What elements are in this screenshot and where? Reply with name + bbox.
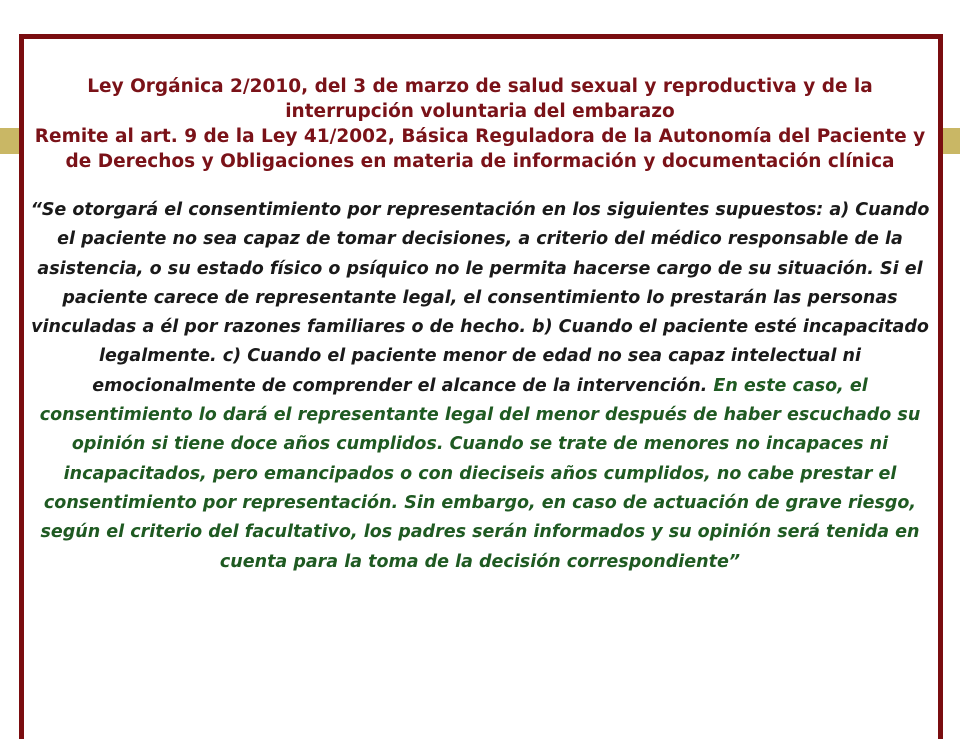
quote-text-highlight: En este caso, el consentimiento lo dará el representante legal del menor después de haber escuchado su opinión si tiene doce años cumplidos. Cuando se trate de menores no incapaces ni incapacitados, pero emancipados o con dieciseis años cumplidos, no cabe prestar el consentimiento por representación. Sin embargo, en caso de actuación de grave riesgo, según el criterio del facultativo, los padres serán informados y su opinión será tenida en cuenta para la toma de la decisión correspondiente” bbox=[39, 375, 921, 572]
law-title: Ley Orgánica 2/2010, del 3 de marzo de salud sexual y reproductiva y de la interrupción voluntaria del embarazo bbox=[87, 76, 873, 122]
law-reference: Remite al art. 9 de la Ley 41/2002, Básica Reguladora de la Autonomía del Paciente y de Derechos y Obligaciones en materia de información y documentación clínica bbox=[34, 126, 926, 172]
law-quote bbox=[22, 196, 938, 577]
quote-text-main: “Se otorgará el consentimiento por representación en los siguientes supuestos: a) Cuando el paciente no sea capaz de tomar decisiones, a criterio del médico responsable de la asistencia, o su estado físico o psíquico no le permita hacerse cargo de su situación. Si el paciente carece de representante legal, el consentimiento lo prestarán las personas vinculadas a él por razones familiares o de hecho. b) Cuando el paciente esté incapacitado legalmente. c) Cuando el paciente menor de edad no sea capaz intelectual ni emocionalmente de comprender el alcance de la intervención. bbox=[30, 200, 930, 396]
slide-content bbox=[22, 36, 938, 577]
